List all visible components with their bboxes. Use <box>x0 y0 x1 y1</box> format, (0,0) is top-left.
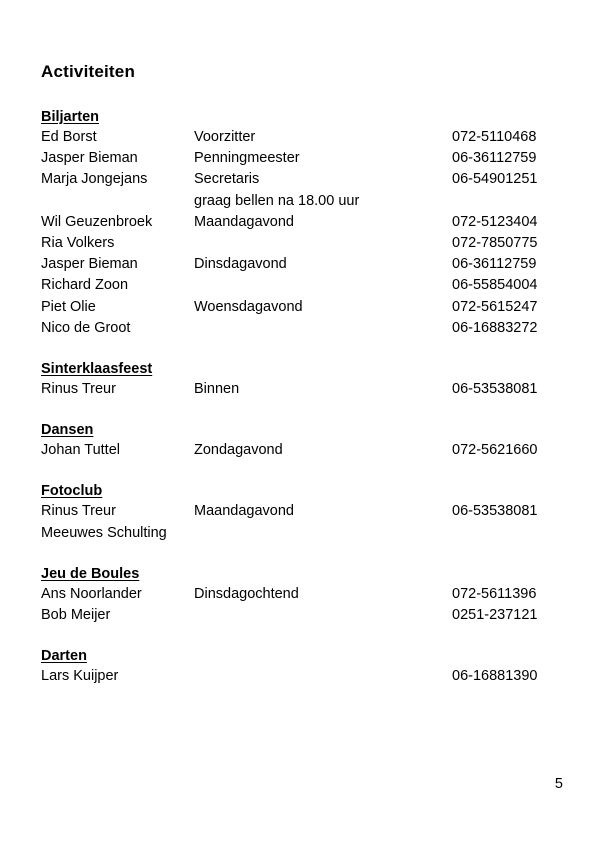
row-role: Woensdagavond <box>194 298 303 315</box>
section-rows <box>40 379 569 400</box>
table-row-note <box>40 191 569 212</box>
row-role: Voorzitter <box>194 129 256 145</box>
row-phone: 06-36112759 <box>452 150 537 167</box>
row-phone: 0251-237121 <box>452 607 538 624</box>
row-name: Johan Tuttel <box>41 442 120 459</box>
table-row <box>40 254 569 275</box>
row-role: Secretaris <box>194 171 260 188</box>
table-row <box>40 169 569 190</box>
row-phone: 06-36112759 <box>452 256 537 273</box>
section-sinterklaasfeest <box>40 360 569 400</box>
row-name: Rinus Treur <box>41 503 116 520</box>
section-spacer <box>40 461 569 482</box>
row-role: Maandagavond <box>194 213 294 230</box>
table-row <box>40 501 569 522</box>
row-name: Ed Borst <box>41 129 97 145</box>
row-name: Ans Noorlander <box>41 585 142 602</box>
row-phone: 06-53538081 <box>452 381 538 398</box>
row-phone: 06-16881390 <box>452 668 538 685</box>
section-heading: Fotoclub <box>41 483 103 500</box>
table-row <box>40 318 569 339</box>
section-heading: Biljarten <box>41 109 100 125</box>
section-rows <box>40 440 569 461</box>
table-row <box>40 440 569 461</box>
row-name: Wil Geuzenbroek <box>41 213 153 230</box>
table-row <box>40 584 569 605</box>
row-role: Maandagavond <box>194 503 294 520</box>
table-row <box>40 605 569 626</box>
row-name: Richard Zoon <box>41 277 129 294</box>
row-name: Marja Jongejans <box>41 171 148 188</box>
section-biljarten <box>40 108 569 339</box>
row-name: Piet Olie <box>41 298 96 315</box>
section-jeu-de-boules <box>40 565 569 626</box>
section-spacer <box>40 400 569 421</box>
section-spacer <box>40 626 569 647</box>
table-row <box>40 233 569 254</box>
section-heading: Sinterklaasfeest <box>41 361 153 378</box>
row-name: Ria Volkers <box>41 235 115 252</box>
row-phone: 06-54901251 <box>452 171 538 188</box>
table-row <box>40 212 569 233</box>
section-rows <box>40 584 569 626</box>
row-role: Penningmeester <box>194 150 300 167</box>
section-heading: Jeu de Boules <box>41 565 140 582</box>
row-name: Bob Meijer <box>41 607 111 624</box>
page-title: Activiteiten <box>41 62 136 81</box>
row-name: Nico de Groot <box>41 319 131 336</box>
row-phone: 06-16883272 <box>452 319 538 336</box>
row-name: Jasper Bieman <box>41 150 138 167</box>
section-heading: Darten <box>41 648 87 665</box>
row-name: Meeuwes Schulting <box>41 524 167 541</box>
row-phone: 072-5621660 <box>452 442 538 459</box>
section-rows <box>40 127 569 339</box>
row-name: Rinus Treur <box>41 381 116 398</box>
row-role: Zondagavond <box>194 442 283 459</box>
row-phone: 072-5123404 <box>452 213 538 230</box>
row-name: Jasper Bieman <box>41 256 138 273</box>
row-note: graag bellen na 18.00 uur <box>194 192 360 209</box>
row-phone: 072-5611396 <box>452 585 537 602</box>
table-row <box>40 379 569 400</box>
section-spacer <box>40 339 569 360</box>
row-role: Dinsdagavond <box>194 256 287 273</box>
section-dansen <box>40 421 569 461</box>
row-name: Lars Kuijper <box>41 668 119 685</box>
table-row <box>40 275 569 296</box>
table-row <box>40 523 569 544</box>
section-fotoclub <box>40 482 569 543</box>
row-phone: 072-7850775 <box>452 235 538 252</box>
section-darten <box>40 647 569 687</box>
section-spacer <box>40 544 569 565</box>
page-number: 5 <box>554 776 563 792</box>
row-role: Binnen <box>194 381 240 398</box>
row-phone: 072-5110468 <box>452 129 537 145</box>
section-heading: Dansen <box>41 422 94 439</box>
table-row <box>40 666 569 687</box>
section-rows <box>40 666 569 687</box>
section-rows <box>40 501 569 543</box>
table-row <box>40 127 569 148</box>
row-phone: 06-53538081 <box>452 503 538 520</box>
row-role: Dinsdagochtend <box>194 585 299 602</box>
row-phone: 06-55854004 <box>452 277 538 294</box>
table-row <box>40 297 569 318</box>
table-row <box>40 148 569 169</box>
row-phone: 072-5615247 <box>452 298 538 315</box>
